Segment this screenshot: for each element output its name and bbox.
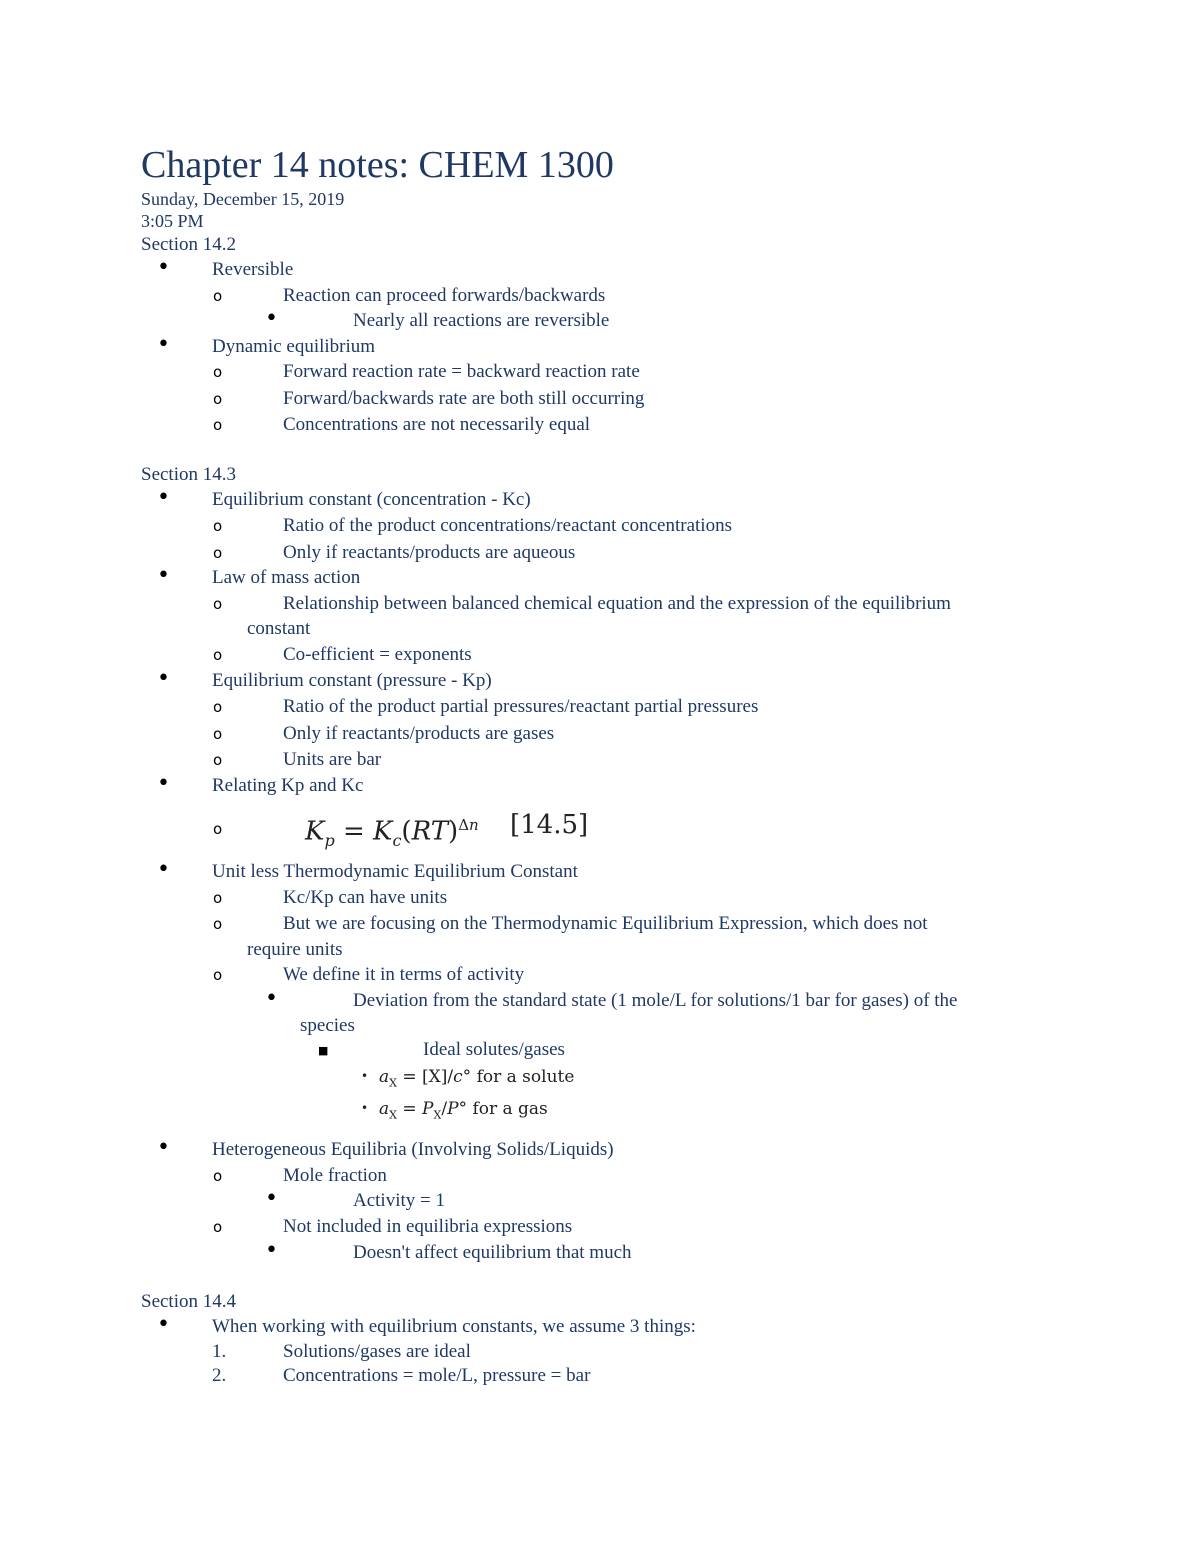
list-item: Ratio of the product partial pressures/reactant partial pressures bbox=[283, 696, 759, 717]
list-item: When working with equilibrium constants, we assume 3 things: bbox=[212, 1316, 696, 1337]
note-date: Sunday, December 15, 2019 bbox=[141, 189, 345, 209]
bullet-circle-icon: o bbox=[213, 725, 223, 743]
activity-gas-label: for a gas bbox=[472, 1099, 548, 1119]
bullet-disc-icon: • bbox=[265, 306, 278, 331]
bullet-disc-icon: • bbox=[157, 485, 170, 510]
bullet-square-icon: ■ bbox=[318, 1044, 329, 1057]
page-title: Chapter 14 notes: CHEM 1300 bbox=[141, 144, 614, 186]
bullet-dot-icon: • bbox=[361, 1069, 369, 1083]
section-heading-14-3: Section 14.3 bbox=[141, 464, 236, 485]
activity-solute-formula: $a_X = [X]/c^\circ$ for a solute bbox=[379, 1067, 575, 1090]
list-item-continuation: species bbox=[300, 1015, 355, 1036]
list-item: Co-efficient = exponents bbox=[283, 644, 472, 665]
list-item: Doesn't affect equilibrium that much bbox=[353, 1242, 632, 1263]
bullet-circle-icon: o bbox=[213, 1218, 223, 1236]
list-item: Activity = 1 bbox=[353, 1190, 445, 1211]
bullet-circle-icon: o bbox=[213, 517, 223, 535]
equation-number: [14.5] bbox=[510, 810, 589, 840]
note-time: 3:05 PM bbox=[141, 211, 204, 231]
bullet-disc-icon: • bbox=[265, 1238, 278, 1263]
list-item: Ratio of the product concentrations/reactant concentrations bbox=[283, 515, 732, 536]
list-item: Forward reaction rate = backward reaction rate bbox=[283, 361, 640, 382]
bullet-circle-icon: o bbox=[213, 416, 223, 434]
list-item: Dynamic equilibrium bbox=[212, 336, 376, 357]
list-item: Units are bar bbox=[283, 749, 382, 770]
list-number: 2. bbox=[212, 1365, 227, 1386]
list-item: Kc/Kp can have units bbox=[283, 887, 448, 908]
list-item: Equilibrium constant (pressure - Kp) bbox=[212, 670, 492, 691]
section-heading-14-4: Section 14.4 bbox=[141, 1291, 236, 1312]
list-item: Equilibrium constant (concentration - Kc) bbox=[212, 489, 531, 510]
list-item-continuation: require units bbox=[247, 939, 343, 960]
list-item: Reversible bbox=[212, 259, 294, 280]
list-item: Relationship between balanced chemical equation and the expression of the equilibrium bbox=[283, 593, 951, 614]
list-item: Deviation from the standard state (1 mole/L for solutions/1 bar for gases) of the bbox=[353, 990, 958, 1011]
list-item: Nearly all reactions are reversible bbox=[353, 310, 610, 331]
bullet-disc-icon: • bbox=[157, 255, 170, 280]
bullet-circle-icon: o bbox=[213, 915, 223, 933]
kp-kc-equation: $K_p = K_c(RT)^{\Delta n}$ bbox=[305, 816, 479, 850]
list-item: But we are focusing on the Thermodynamic Equilibrium Expression, which does not bbox=[283, 913, 928, 934]
bullet-circle-icon: o bbox=[213, 646, 223, 664]
list-item: We define it in terms of activity bbox=[283, 964, 525, 985]
section-heading-14-2: Section 14.2 bbox=[141, 234, 236, 255]
bullet-circle-icon: o bbox=[213, 1167, 223, 1185]
bullet-circle-icon: o bbox=[213, 544, 223, 562]
list-item: Unit less Thermodynamic Equilibrium Constant bbox=[212, 861, 578, 882]
bullet-disc-icon: • bbox=[157, 666, 170, 691]
bullet-disc-icon: • bbox=[157, 563, 170, 588]
bullet-circle-icon: o bbox=[213, 889, 223, 907]
list-number: 1. bbox=[212, 1341, 227, 1362]
bullet-disc-icon: • bbox=[265, 986, 278, 1011]
bullet-circle-icon: o bbox=[213, 751, 223, 769]
bullet-circle-icon: o bbox=[213, 363, 223, 381]
activity-solute-label: for a solute bbox=[476, 1067, 575, 1087]
list-item: Forward/backwards rate are both still occurring bbox=[283, 388, 645, 409]
bullet-disc-icon: • bbox=[157, 771, 170, 796]
list-item: Heterogeneous Equilibria (Involving Solids/Liquids) bbox=[212, 1139, 614, 1160]
list-item: Concentrations are not necessarily equal bbox=[283, 414, 591, 435]
bullet-disc-icon: • bbox=[265, 1186, 278, 1211]
list-item: Mole fraction bbox=[283, 1165, 387, 1186]
activity-gas-formula: $a_X = P_X/P^\circ$ for a gas bbox=[379, 1099, 548, 1122]
bullet-circle-icon: o bbox=[213, 966, 223, 984]
list-item-continuation: constant bbox=[247, 618, 311, 639]
list-item: Law of mass action bbox=[212, 567, 361, 588]
bullet-disc-icon: • bbox=[157, 857, 170, 882]
list-item: Reaction can proceed forwards/backwards bbox=[283, 285, 606, 306]
bullet-disc-icon: • bbox=[157, 1312, 170, 1337]
list-item: Solutions/gases are ideal bbox=[283, 1341, 471, 1362]
list-item: Relating Kp and Kc bbox=[212, 775, 364, 796]
bullet-circle-icon: o bbox=[213, 287, 223, 305]
list-item: Ideal solutes/gases bbox=[423, 1039, 565, 1060]
bullet-disc-icon: • bbox=[157, 1135, 170, 1160]
list-item: Only if reactants/products are gases bbox=[283, 723, 555, 744]
list-item: Only if reactants/products are aqueous bbox=[283, 542, 576, 563]
bullet-disc-icon: • bbox=[157, 332, 170, 357]
bullet-circle-icon: o bbox=[213, 390, 223, 408]
list-item: Concentrations = mole/L, pressure = bar bbox=[283, 1365, 591, 1386]
bullet-circle-icon: o bbox=[213, 820, 223, 838]
bullet-circle-icon: o bbox=[213, 698, 223, 716]
bullet-dot-icon: • bbox=[361, 1101, 369, 1115]
bullet-circle-icon: o bbox=[213, 595, 223, 613]
list-item: Not included in equilibria expressions bbox=[283, 1216, 573, 1237]
